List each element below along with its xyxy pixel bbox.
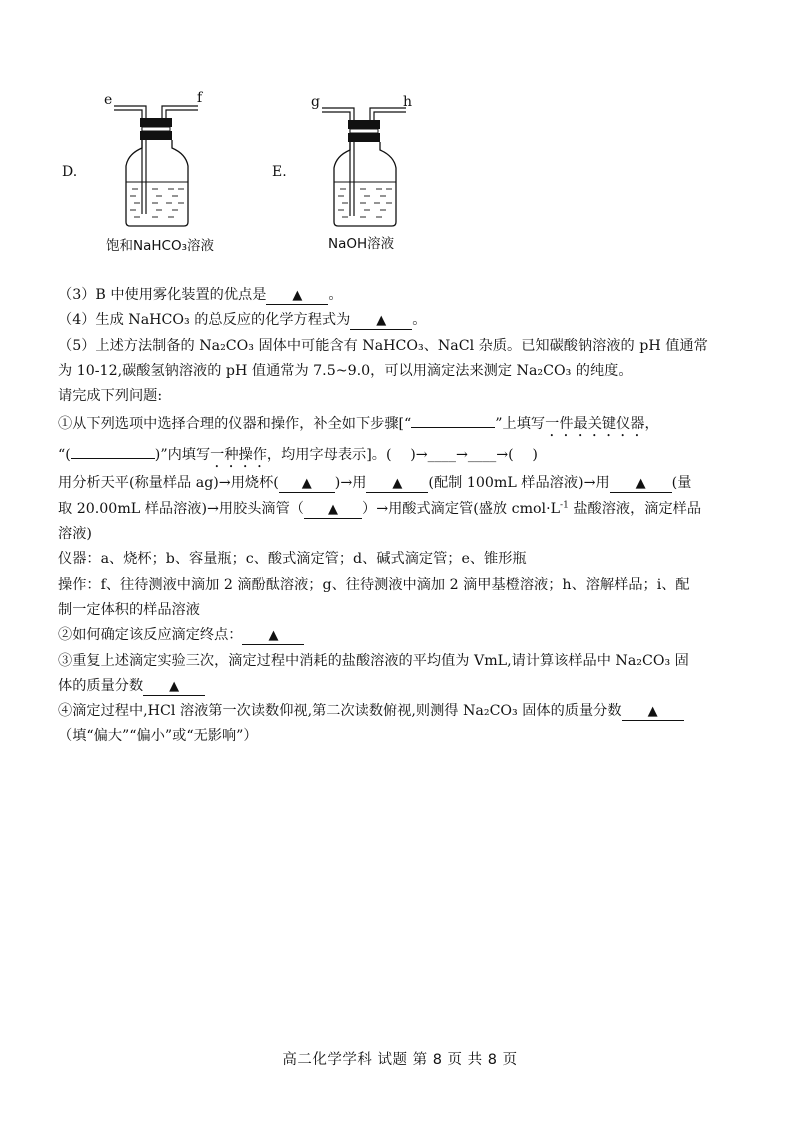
part-1-text: )”内填写 [154, 447, 211, 464]
answer-mark-icon: ▲ [376, 313, 387, 329]
part-1-text: (配制 100mL 样品溶液)→用 [428, 475, 610, 492]
part-1-text: ”上填写 [495, 416, 546, 433]
part-1-text: )→用 [334, 475, 367, 492]
question-5-line-2: 为 10-12,碳酸氢钠溶液的 pH 值通常为 7.5~9.0，可以用滴定法来测定 Na₂CO₃ 的纯度。 [58, 362, 633, 379]
part-1-text: (量 [671, 475, 692, 492]
answer-mark-icon: ▲ [301, 476, 312, 492]
figure-d-tube-in-label: e [104, 92, 113, 108]
answer-blank-beaker-op[interactable] [279, 474, 335, 493]
question-3-text: （3）B 中使用雾化装置的优点是 [58, 287, 267, 303]
answer-blank-endpoint[interactable] [242, 626, 304, 645]
answer-mark-icon: ▲ [328, 501, 338, 517]
instrument-blank-example [411, 409, 495, 428]
part-1-text: ，均用字母表示]。( )→____→____→( ) [266, 447, 538, 464]
part-3-line-2 [58, 674, 758, 699]
part-3-text: 体的质量分数 [58, 677, 144, 694]
part-3-line-1: ③重复上述滴定实验三次，滴定过程中消耗的盐酸溶液的平均值为 VmL,请计算该样品中 Na₂CO₃ 固 [58, 652, 689, 669]
answer-blank-instrument-2[interactable] [610, 474, 672, 493]
figure-d-caption: 饱和NaHCO₃溶液 [106, 238, 214, 254]
figure-e-label: E. [272, 164, 287, 180]
question-4-end: 。 [412, 312, 427, 329]
part-1-text: ， [644, 416, 659, 433]
question-4-text: （4）生成 NaHCO₃ 的总反应的化学方程式为 [58, 312, 351, 329]
unit-superscript: -1 [560, 500, 569, 511]
answer-blank-mass-fraction[interactable] [143, 677, 205, 696]
part-1-line-1 [58, 409, 758, 440]
part-1-line-5: 溶液) [58, 526, 92, 543]
figure-d-tube-out-label: f [197, 90, 203, 106]
part-2 [58, 623, 758, 648]
answer-blank-instrument-1[interactable] [366, 474, 428, 493]
answer-mark-icon: ▲ [169, 678, 180, 694]
answer-mark-icon: ▲ [392, 476, 403, 492]
part-4-line-1 [58, 699, 758, 724]
question-3-end: 。 [328, 287, 343, 303]
question-body [58, 283, 758, 750]
answer-mark-icon: ▲ [268, 628, 279, 644]
emphasis-text: 一种操作 [210, 447, 267, 464]
part-1-text: 盐酸溶液，滴定样品 [568, 500, 702, 517]
part-1-line-4 [58, 497, 758, 522]
part-1-line-3 [58, 471, 758, 496]
gas-washing-bottle-d [112, 96, 202, 231]
emphasis-text: 一件最关键仪器 [545, 416, 645, 433]
instruments-list: 仪器：a、烧杯；b、容量瓶；c、酸式滴定管；d、碱式滴定管；e、锥形瓶 [58, 551, 527, 568]
part-1-text: 取 20.00mL 样品溶液)→用胶头滴管（ [58, 500, 304, 517]
question-5-line-1: （5）上述方法制备的 Na₂CO₃ 固体中可能含有 NaHCO₃、NaCl 杂质。已知碳酸钠溶液的 pH 值通常 [58, 337, 708, 354]
answer-mark-icon: ▲ [292, 288, 303, 303]
part-1-text: ①从下列选项中选择合理的仪器和操作，补全如下步骤[“ [58, 416, 412, 433]
answer-mark-icon: ▲ [647, 704, 658, 720]
answer-blank-q3[interactable] [266, 286, 328, 305]
question-5-line-3: 请完成下列问题: [58, 388, 163, 405]
operations-list-line-1: 操作：f、往待测液中滴加 2 滴酚酞溶液；g、往待测液中滴加 2 滴甲基橙溶液；h、溶解样品；i、配 [58, 576, 690, 593]
figure-e-caption: NaOH溶液 [328, 236, 395, 252]
page-footer: 高二化学学科 试题 第 8 页 共 8 页 [282, 1052, 518, 1068]
operations-list-line-2: 制一定体积的样品溶液 [58, 601, 200, 618]
operation-blank-example [71, 440, 155, 459]
part-1-text: 用分析天平(称量样品 ag)→用烧杯( [58, 475, 279, 492]
answer-blank-error-effect[interactable] [622, 702, 684, 721]
gas-washing-bottle-e [320, 98, 410, 231]
part-1-text: “( [58, 447, 71, 464]
part-2-text: ②如何确定该反应滴定终点： [58, 627, 243, 644]
question-3 [58, 283, 758, 308]
figure-e-tube-out-label: h [403, 94, 413, 110]
part-1-text: ）→用酸式滴定管(盛放 cmol·L [362, 500, 561, 517]
part-4-line-2: （填“偏大”“偏小”或“无影响”） [58, 728, 258, 745]
figure-e-tube-in-label: g [311, 94, 320, 110]
answer-blank-dropper-op[interactable] [304, 500, 362, 519]
figure-d-label: D. [62, 164, 78, 180]
answer-mark-icon: ▲ [635, 476, 646, 492]
question-4 [58, 308, 758, 333]
answer-blank-q4[interactable] [350, 311, 412, 330]
part-1-line-2 [58, 440, 758, 471]
part-4-text: ④滴定过程中,HCl 溶液第一次读数仰视,第二次读数俯视,则测得 Na₂CO₃ 固体的质量分数 [58, 703, 622, 720]
